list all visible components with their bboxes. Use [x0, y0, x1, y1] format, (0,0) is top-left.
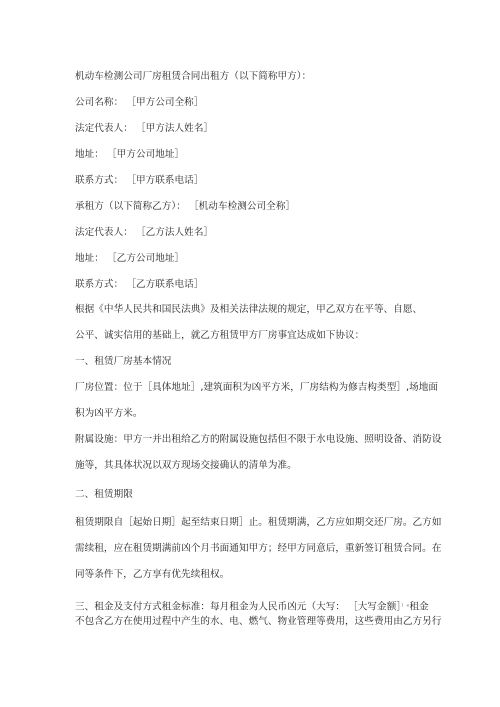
- preamble-line-2: 公平、诚实信用的基础上，就乙方租赁甲方厂房事宜达成如下协议：: [75, 330, 365, 341]
- section-3-line-1-end: 租金: [409, 601, 429, 613]
- section-1-paragraph-2-line-2: 施等，其具体状况以双方现场交接确认的清单为准。: [75, 460, 297, 471]
- lessee-intro: 承租方（以下简称乙方）： ［机动车检测公司全称］: [75, 201, 296, 212]
- section-1-title: 一、租赁厂房基本情况: [75, 356, 172, 367]
- section-3-line-2: 不包含乙方在使用过程中产生的水、电、燃气、物业管理等费用，这些费用由乙方另行: [75, 616, 442, 627]
- lessee-contact: 联系方式： ［乙方联系电话］: [75, 279, 204, 290]
- section-2-paragraph-line-1: 租赁期限自［起始日期］起至结束日期］止。租赁期满，乙方应如期交还厂房。乙方如: [75, 517, 442, 528]
- preamble-line-1: 根据《中华人民共和国民法典》及相关法律法规的规定，甲乙双方在平等、自愿、: [75, 304, 423, 315]
- lessee-legal-representative: 法定代表人： ［乙方法人姓名］: [75, 227, 214, 238]
- section-2-title: 二、租赁期限: [75, 489, 133, 500]
- section-1-paragraph-1-line-1: 厂房位置：位于［具体地址］,建筑面积为凶平方米，厂房结构为修吉构类型］,场地面: [75, 382, 439, 393]
- lessor-address: 地址： ［甲方公司地址］: [75, 149, 185, 160]
- section-2-paragraph-line-3: 同等条件下，乙方享有优先续租权。: [75, 569, 230, 580]
- section-1-paragraph-1-line-2: 积为凶平方米。: [75, 408, 143, 419]
- section-3-line-1: [75, 600, 429, 614]
- lessor-legal-representative: 法定代表人： ［甲方法人姓名］: [75, 123, 214, 134]
- lessor-contact: 联系方式： ［甲方联系电话］: [75, 175, 204, 186]
- section-3-line-1-main: 三、租金及支付方式租金标准：每月租金为人民币凶元（大写： ［大写金额］: [75, 601, 402, 613]
- lessor-company-name: 公司名称： ［甲方公司全称］: [75, 97, 204, 108]
- section-3-line-1-mark: ）«: [401, 603, 410, 609]
- section-1-paragraph-2-line-1: 附属设施：甲方一并出租给乙方的附属设施包括但不限于水电设施、照明设备、消防设: [75, 434, 442, 445]
- lessee-address: 地址： ［乙方公司地址］: [75, 253, 185, 264]
- section-2-paragraph-line-2: 需续租，应在租赁期满前凶个月书面通知甲方；经甲方同意后，重新签订租赁合同。在: [75, 543, 442, 554]
- lessor-intro: 机动车检测公司厂房租赁合同出租方（以下简称甲方）：: [75, 71, 312, 82]
